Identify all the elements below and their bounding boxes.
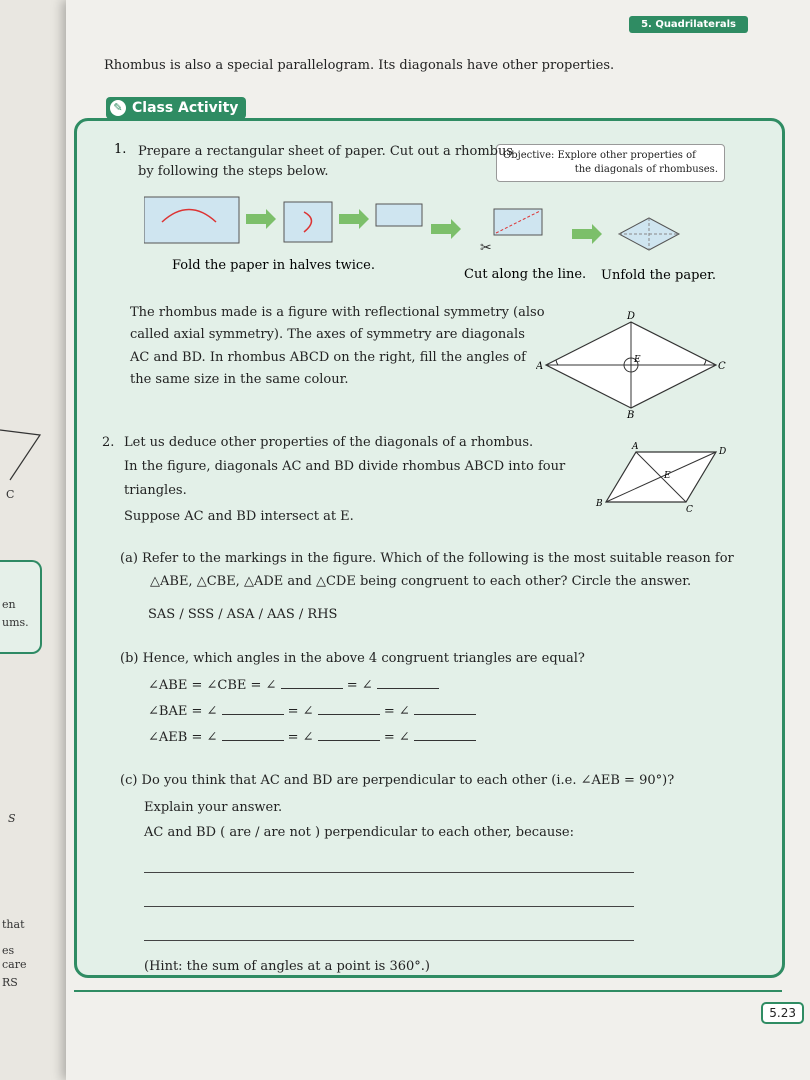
q2c-line1: (c) Do you think that AC and BD are perpendicular to each other (i.e. ∠AEB = 90°)? xyxy=(120,773,675,788)
q2b-row2-text: ∠BAE = ∠ xyxy=(148,704,218,719)
q2b-row3 xyxy=(148,726,476,749)
class-activity-label xyxy=(106,97,246,119)
q2a-line2: △ABE, △CBE, △ADE and △CDE being congruent to each other? Circle the answer. xyxy=(150,574,692,589)
answer-blank[interactable] xyxy=(377,674,439,689)
left-fragment: es xyxy=(2,944,15,957)
q1-para-line: AC and BD. In rhombus ABCD on the right, fill the angles of xyxy=(130,350,526,365)
label-e2: E xyxy=(664,471,671,481)
answer-blank[interactable] xyxy=(222,726,284,741)
q1-para-line: the same size in the same colour. xyxy=(130,372,349,387)
q2b-row2-eq: = ∠ xyxy=(287,704,314,719)
svg-text:✂: ✂ xyxy=(480,240,492,256)
q2b-row3-text: ∠AEB = ∠ xyxy=(148,730,218,745)
left-fragment: that xyxy=(2,918,25,931)
answer-line[interactable] xyxy=(144,906,634,907)
label-c2: C xyxy=(686,505,693,515)
pencil-icon: ✎ xyxy=(110,100,126,116)
q1-para-line: The rhombus made is a figure with reflectional symmetry (also xyxy=(130,305,545,320)
label-b2: B xyxy=(596,499,603,509)
answer-line[interactable] xyxy=(144,940,634,941)
answer-blank[interactable] xyxy=(414,726,476,741)
q2b-row1-eq: = ∠ xyxy=(346,678,373,693)
folding-steps-figure xyxy=(144,192,724,257)
label-e: E xyxy=(634,355,641,365)
q2-number: 2. xyxy=(102,435,115,450)
label-a: A xyxy=(536,361,544,372)
label-d: D xyxy=(627,311,636,322)
left-fragment: ums. xyxy=(2,616,29,629)
q1-line1: Prepare a rectangular sheet of paper. Cut out a rhombus xyxy=(138,144,514,159)
label-d2: D xyxy=(719,447,727,457)
q1-para-line: called axial symmetry). The axes of symmetry are diagonals xyxy=(130,327,525,342)
label-a2: A xyxy=(632,442,639,452)
textbook-page xyxy=(66,0,810,1080)
objective-box xyxy=(496,144,725,182)
answer-blank[interactable] xyxy=(222,700,284,715)
page-number: 5.23 xyxy=(761,1002,804,1024)
rhombus-figure-2 xyxy=(586,440,736,515)
left-fragment: S xyxy=(8,812,16,825)
q2b-row2-eq2: = ∠ xyxy=(383,704,410,719)
q2b-line1: (b) Hence, which angles in the above 4 congruent triangles are equal? xyxy=(120,651,585,666)
left-fragment: C xyxy=(6,488,15,501)
q2c-hint: (Hint: the sum of angles at a point is 360°.) xyxy=(144,959,430,974)
left-fragment: RS xyxy=(2,976,18,989)
q2b-row3-eq: = ∠ xyxy=(287,730,314,745)
left-page-edge xyxy=(0,0,70,1080)
q2b-row1-text: ∠ABE = ∠CBE = ∠ xyxy=(148,678,277,693)
q1-line2: by following the steps below. xyxy=(138,164,329,179)
q2c-line2: Explain your answer. xyxy=(144,800,283,815)
fold-caption: Fold the paper in halves twice. xyxy=(172,258,376,273)
q2a-options[interactable]: SAS / SSS / ASA / AAS / RHS xyxy=(148,607,338,622)
objective-line2: the diagonals of rhombuses. xyxy=(574,164,718,175)
q2-line: triangles. xyxy=(124,483,187,498)
label-c: C xyxy=(718,361,726,372)
unfold-caption: Unfold the paper. xyxy=(601,268,717,283)
answer-blank[interactable] xyxy=(318,726,380,741)
rhombus-figure-1 xyxy=(536,310,726,420)
q2b-row2 xyxy=(148,700,476,723)
intro-text: Rhombus is also a special parallelogram. Its diagonals have other properties. xyxy=(104,58,615,73)
label-b: B xyxy=(627,410,635,420)
bottom-rule xyxy=(74,990,782,992)
left-fragment: en xyxy=(2,598,16,611)
answer-blank[interactable] xyxy=(281,674,343,689)
q2b-row3-eq2: = ∠ xyxy=(383,730,410,745)
q2a-line1: (a) Refer to the markings in the figure. Which of the following is the most suitable reason for xyxy=(120,551,734,566)
class-activity-text: Class Activity xyxy=(132,100,239,116)
q2-line: In the figure, diagonals AC and BD divide rhombus ABCD into four xyxy=(124,459,566,474)
answer-blank[interactable] xyxy=(318,700,380,715)
q2-line: Let us deduce other properties of the diagonals of a rhombus. xyxy=(124,435,534,450)
answer-line[interactable] xyxy=(144,872,634,873)
answer-blank[interactable] xyxy=(414,700,476,715)
left-fragment: care xyxy=(2,958,27,971)
q2-line: Suppose AC and BD intersect at E. xyxy=(124,509,354,524)
objective-line1: Objective: Explore other properties of xyxy=(503,150,696,161)
left-figure-fragment xyxy=(0,420,60,490)
q1-number: 1. xyxy=(114,142,127,157)
cut-caption: Cut along the line. xyxy=(464,267,587,282)
section-tab: 5. Quadrilaterals xyxy=(629,16,748,33)
q2b-row1 xyxy=(148,674,439,697)
q2c-line3[interactable]: AC and BD ( are / are not ) perpendicular to each other, because: xyxy=(144,825,574,840)
